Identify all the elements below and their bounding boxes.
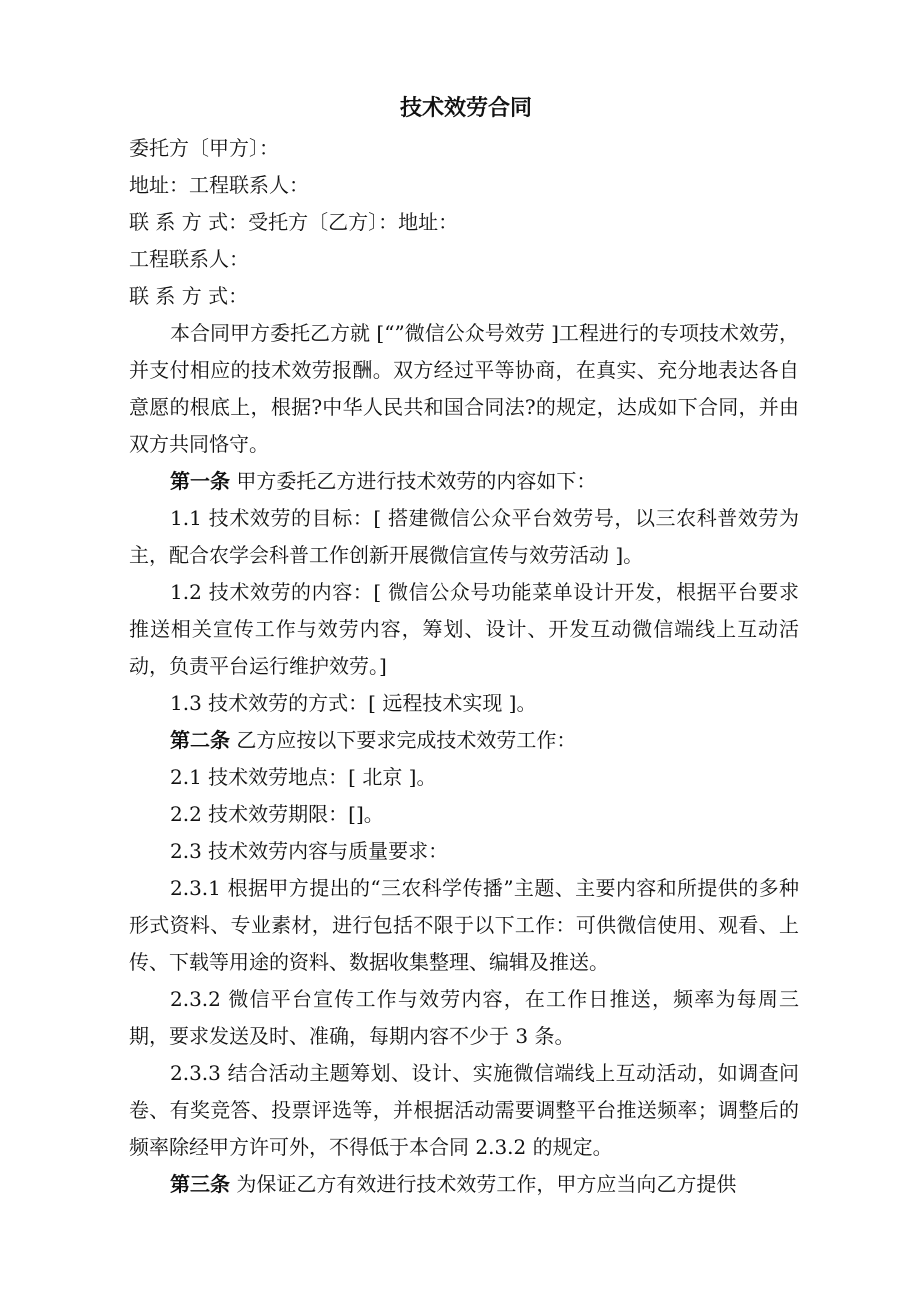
clause-1-2: 1.2 技术效劳的内容：[ 微信公众号功能菜单设计开发，根据平台要求推送相关宣传工作与效劳内容，筹划、设计、开发互动微信端线上互动活动，负责平台运行维护效劳。]	[129, 580, 799, 678]
clause-1-3: 1.3 技术效劳的方式：[ 远程技术实现 ]。	[170, 691, 537, 715]
article-1	[129, 463, 799, 500]
document-title: 技术效劳合同	[399, 96, 532, 121]
address-contact-line: 地址：工程联系人：	[129, 173, 309, 197]
article-1-lead: 第一条	[170, 469, 230, 493]
intro-paragraph: 本合同甲方委托乙方就 [“”微信公众号效劳 ]工程进行的专项技术效劳，并支付相应的技术效劳报酬。双方经过平等协商，在真实、充分地表达各自意愿的根底上，根据?中华人民共和国合同法?的规定，达成如下合同，并由双方共同恪守。	[129, 321, 799, 456]
clause-2-3-3: 2.3.3 结合活动主题筹划、设计、实施微信端线上互动活动，如调查问卷、有奖竞答、投票评选等，并根据活动需要调整平台推送频率；调整后的频率除经甲方许可外，不得低于本合同 2.3.2 的规定。	[129, 1061, 799, 1159]
article-2-text: 乙方应按以下要求完成技术效劳工作：	[230, 728, 577, 752]
article-2	[129, 722, 799, 759]
clause-1-1: 1.1 技术效劳的目标：[ 搭建微信公众平台效劳号，以三农科普效劳为主，配合农学会科普工作创新开展微信宣传与效劳活动 ]。	[129, 506, 799, 567]
clause-2-3-1: 2.3.1 根据甲方提出的“三农科学传播”主题、主要内容和所提供的多种形式资料、专业素材，进行包括不限于以下工作：可供微信使用、观看、上传、下载等用途的资料、数据收集整理、编辑及推送。	[129, 876, 799, 974]
contract-page	[129, 92, 799, 1203]
contact-method-line: 联 系 方 式：	[129, 284, 249, 308]
article-3-lead: 第三条	[170, 1172, 230, 1196]
article-3	[129, 1166, 799, 1203]
article-3-text: 为保证乙方有效进行技术效劳工作，甲方应当向乙方提供	[230, 1172, 737, 1196]
clause-2-3: 2.3 技术效劳内容与质量要求：	[170, 839, 449, 863]
article-2-lead: 第二条	[170, 728, 230, 752]
contact-party-b-line: 联 系 方 式：受托方〔乙方〕：地址：	[129, 210, 459, 234]
party-a-line: 委托方〔甲方〕：	[129, 136, 279, 160]
clause-2-3-2: 2.3.2 微信平台宣传工作与效劳内容，在工作日推送，频率为每周三期，要求发送及时、准确，每期内容不少于 3 条。	[129, 987, 799, 1048]
clause-2-2: 2.2 技术效劳期限：[]。	[170, 802, 384, 826]
article-1-text: 甲方委托乙方进行技术效劳的内容如下：	[230, 469, 597, 493]
clause-2-1: 2.1 技术效劳地点：[ 北京 ]。	[170, 765, 437, 789]
project-contact-line: 工程联系人：	[129, 247, 249, 271]
